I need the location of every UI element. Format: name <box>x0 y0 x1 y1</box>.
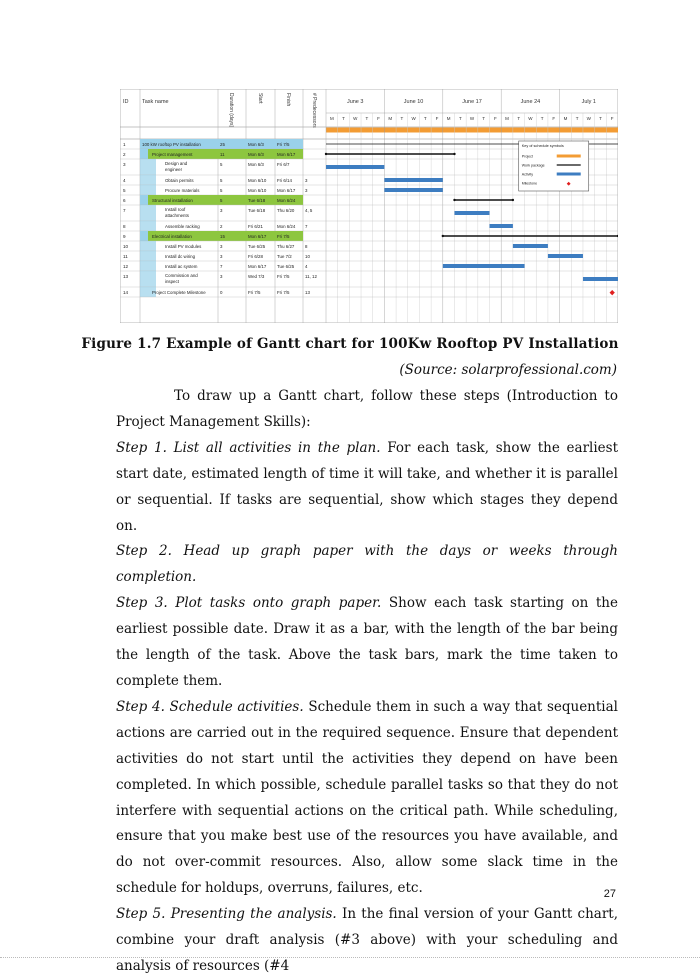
gantt-project-summary-bar <box>326 128 618 133</box>
gantt-row-indent-band <box>140 241 156 251</box>
gantt-week-label: July 1 <box>581 99 596 105</box>
gantt-header-rotated: Start <box>257 93 263 104</box>
gantt-row-finish: Fri 7/5 <box>277 290 290 295</box>
gantt-row-id: 7 <box>123 208 126 213</box>
gantt-row-indent-band <box>140 185 156 195</box>
gantt-row-duration: 3 <box>220 244 223 249</box>
gantt-row-duration: 5 <box>220 198 223 203</box>
gantt-row-name: Install PV modules <box>165 244 202 249</box>
gantt-day-label: M <box>446 116 451 121</box>
gantt-row-finish: Tue 7/2 <box>277 254 292 259</box>
gantt-row-indent-band <box>140 195 148 205</box>
gantt-row-indent-band <box>140 175 156 185</box>
gantt-row-finish: Mon 6/17 <box>277 152 296 157</box>
gantt-row-start: Fri 6/28 <box>248 254 263 259</box>
gantt-row-predecessors: 10 <box>305 254 310 259</box>
gantt-row-start: Fri 6/21 <box>248 224 263 229</box>
gantt-day-label: T <box>599 116 602 121</box>
intro-paragraph: To draw up a Gantt chart, follow these steps (Introduction to Project Management Skills): <box>116 388 618 430</box>
gantt-day-label: W <box>469 116 475 121</box>
gantt-package-bar-start <box>325 153 327 155</box>
gantt-row-name: Project Complete Milestone <box>152 290 206 295</box>
gantt-legend-project-swatch <box>557 155 581 158</box>
gantt-row-name: Commission and <box>165 273 198 278</box>
gantt-activity-bar <box>384 188 442 192</box>
gantt-row-start: Fri 7/5 <box>248 290 261 295</box>
gantt-header-label: ID <box>123 99 129 105</box>
gantt-row-id: 3 <box>123 162 126 167</box>
gantt-day-label: T <box>400 116 404 121</box>
step-2 <box>116 539 618 591</box>
gantt-day-label: F <box>552 116 556 121</box>
gantt-legend-title: Key of schedule symbols <box>521 144 564 148</box>
gantt-row-id: 9 <box>123 234 126 239</box>
gantt-row-name: Install dc wiring <box>165 254 196 259</box>
gantt-day-label: F <box>610 116 614 121</box>
gantt-row-name: Install roof <box>165 207 186 212</box>
gantt-row-indent-band <box>140 205 156 221</box>
gantt-row-id: 5 <box>123 188 126 193</box>
gantt-day-label: M <box>329 116 334 121</box>
gantt-row-start: Mon 6/3 <box>248 142 264 147</box>
gantt-row-indent-band <box>140 149 148 159</box>
gantt-row-predecessors: 13 <box>305 290 310 295</box>
gantt-row-name: Procure materials <box>165 188 200 193</box>
gantt-week-label: June 10 <box>403 99 424 105</box>
gantt-activity-bar <box>384 178 442 182</box>
step-4-label: Step 4. Schedule activities. <box>116 698 304 715</box>
gantt-legend-label: Milestone <box>521 181 538 186</box>
step-3-label: Step 3. Plot tasks onto graph paper. <box>116 595 382 612</box>
gantt-legend-label: Activity <box>521 172 534 177</box>
gantt-header-rotated: Finish <box>285 93 291 107</box>
gantt-row-predecessors: 3 <box>305 178 308 183</box>
gantt-row-finish: Fri 7/5 <box>277 274 290 279</box>
page-bottom-divider <box>0 957 700 958</box>
gantt-row-finish: Fri 6/14 <box>277 178 292 183</box>
gantt-row-finish: Tue 6/25 <box>277 264 295 269</box>
gantt-row-id: 2 <box>123 152 126 157</box>
gantt-row-duration: 3 <box>220 254 223 259</box>
gantt-day-label: T <box>423 116 427 121</box>
gantt-row-name-cont: engineer <box>165 167 183 172</box>
gantt-day-label: T <box>342 116 345 121</box>
gantt-legend-milestone-swatch: ◆ <box>566 181 571 187</box>
gantt-row-id: 13 <box>123 274 129 279</box>
gantt-frame <box>120 89 618 323</box>
gantt-row-start: Mon 6/3 <box>248 162 264 167</box>
gantt-row-name: Structural installation <box>152 198 193 203</box>
gantt-row-duration: 11 <box>220 152 225 157</box>
gantt-row-id: 8 <box>123 224 126 229</box>
gantt-row-predecessors: 7 <box>305 224 308 229</box>
gantt-package-bar-start <box>442 235 444 237</box>
gantt-row-indent-band <box>140 271 156 287</box>
gantt-package-bar-start <box>453 199 455 201</box>
gantt-package-bar-end <box>453 153 455 155</box>
gantt-row-id: 1 <box>123 142 126 147</box>
gantt-row-finish: Mon 6/24 <box>277 224 296 229</box>
gantt-activity-bar <box>513 244 548 248</box>
gantt-day-label: T <box>540 116 544 121</box>
step-2-label: Step 2. Head up graph paper with the days or weeks through completion. <box>116 543 618 586</box>
gantt-row-duration: 5 <box>220 178 223 183</box>
gantt-row-start: Wed 7/3 <box>248 274 265 279</box>
gantt-header-label: Task name <box>142 99 169 105</box>
gantt-legend-label: Work package <box>521 163 545 168</box>
gantt-activity-bar <box>548 254 583 258</box>
gantt-legend-label: Project <box>521 154 533 159</box>
gantt-day-label: W <box>411 116 416 121</box>
step-4-text: Schedule them in such a way that sequential actions are carried out in the required sequence. Ensure that dependent activities do not start until the activities they depend on have been completed. In which possible, schedule parallel tasks so that they do not interfere with sequential actions on the critical path. While scheduling, ensure that you make best use of the resources you have available, and do not over-commit resources. Also, allow some slack time in the schedule for holdups, overruns, failures, etc. <box>116 698 618 897</box>
gantt-day-label: W <box>528 116 533 121</box>
gantt-row-finish: Fri 6/7 <box>277 162 290 167</box>
step-5 <box>116 902 618 980</box>
gantt-day-label: F <box>435 116 439 121</box>
gantt-package-bar-end <box>512 199 514 201</box>
gantt-row-name: Design and <box>165 161 188 166</box>
gantt-row-start: Mon 6/17 <box>248 264 267 269</box>
gantt-day-label: W <box>353 116 358 121</box>
gantt-row-id: 6 <box>123 198 126 203</box>
gantt-row-name-cont: attachments <box>165 213 189 218</box>
gantt-row-finish: Fri 7/5 <box>277 234 290 239</box>
gantt-header-rotated: Duration (days) <box>228 93 234 128</box>
gantt-row-predecessors: 8 <box>305 244 308 249</box>
figure-source: (Source: solarprofessional.com) <box>399 362 617 378</box>
gantt-row-duration: 25 <box>220 142 225 147</box>
gantt-row-predecessors: 4 <box>305 264 308 269</box>
step-3-text: Show each task starting on the earliest possible date. Draw it as a bar, with the length of the bar being the length of the task. Above the task bars, mark the time taken to complete them. <box>116 595 618 689</box>
step-1 <box>116 436 618 540</box>
gantt-row-predecessors: 4, 5 <box>305 208 313 213</box>
gantt-row-duration: 3 <box>220 208 223 213</box>
gantt-row-start: Tue 6/18 <box>248 198 266 203</box>
gantt-row-name: Assemble racking <box>165 224 200 229</box>
gantt-row-predecessors: 11, 12 <box>305 274 317 279</box>
gantt-row-name: Electrical installation <box>152 234 192 239</box>
figure-caption: Figure 1.7 Example of Gantt chart for 100Kw Rooftop PV Installation <box>81 336 619 352</box>
gantt-activity-bar <box>454 211 489 215</box>
gantt-row-id: 10 <box>123 244 129 249</box>
gantt-row-indent-band <box>140 221 156 231</box>
gantt-row-start: Mon 6/10 <box>248 188 267 193</box>
gantt-row-finish: Thu 6/27 <box>277 244 295 249</box>
gantt-day-label: M <box>388 116 393 121</box>
gantt-row-duration: 3 <box>220 274 223 279</box>
gantt-row-duration: 5 <box>220 162 223 167</box>
gantt-row-finish: Thu 6/20 <box>277 208 295 213</box>
step-5-text: In the final version of your Gantt chart, combine your draft analysis (#3 above) with your scheduling and analysis of resources (#4 <box>116 906 618 974</box>
gantt-row-start: Tue 6/25 <box>248 244 266 249</box>
gantt-row-name: Install ac system <box>165 264 198 269</box>
gantt-row-start: Mon 6/17 <box>248 234 267 239</box>
gantt-header-rotated: # Predecessors <box>311 93 317 128</box>
gantt-legend-activity-swatch <box>557 173 581 176</box>
gantt-milestone-marker: ◆ <box>609 289 615 297</box>
gantt-row-indent-band <box>140 231 148 241</box>
gantt-row-indent-band <box>140 261 156 271</box>
body-text <box>116 384 618 980</box>
gantt-day-label: F <box>377 116 380 121</box>
gantt-day-label: T <box>482 116 486 121</box>
gantt-row-id: 4 <box>123 178 126 183</box>
gantt-row-name: Obtain permits <box>165 178 194 183</box>
gantt-row-name: Project management <box>152 152 193 157</box>
gantt-row-finish: Mon 6/17 <box>277 188 296 193</box>
step-5-label: Step 5. Presenting the analysis. <box>116 906 337 923</box>
gantt-row-name-cont: inspect <box>165 279 179 284</box>
gantt-row-duration: 15 <box>220 234 225 239</box>
gantt-week-label: June 17 <box>462 99 482 105</box>
gantt-row-indent-band <box>140 159 156 175</box>
gantt-day-label: T <box>517 116 521 121</box>
gantt-row-start: Mon 6/3 <box>248 152 264 157</box>
gantt-day-label: M <box>563 116 568 121</box>
gantt-row-predecessors: 3 <box>305 188 308 193</box>
gantt-row-id: 12 <box>123 264 129 269</box>
gantt-activity-bar <box>490 224 513 228</box>
gantt-row-finish: Fri 7/5 <box>277 142 290 147</box>
gantt-row-name: 100 kW rooftop PV installation <box>142 142 201 147</box>
gantt-row-duration: 0 <box>220 290 223 295</box>
step-4 <box>116 695 618 902</box>
gantt-day-label: F <box>493 116 497 121</box>
gantt-row-duration: 7 <box>220 264 223 269</box>
gantt-activity-bar <box>443 264 525 268</box>
step-1-text: For each task, show the earliest start date, estimated length of time it will take, and whether it is parallel or sequential. If tasks are sequential, show which stages they depend on. <box>116 439 618 534</box>
gantt-week-label: June 3 <box>346 99 364 105</box>
gantt-row-duration: 5 <box>220 188 223 193</box>
gantt-row-indent-band <box>140 251 156 261</box>
gantt-chart-figure <box>120 89 618 323</box>
gantt-row-id: 11 <box>123 254 128 259</box>
gantt-week-label: June 24 <box>520 99 541 105</box>
gantt-day-label: M <box>505 116 509 121</box>
gantt-row-start: Tue 6/18 <box>248 208 266 213</box>
gantt-row-duration: 2 <box>220 224 223 229</box>
gantt-day-label: T <box>575 116 579 121</box>
step-3 <box>116 591 618 695</box>
gantt-day-label: T <box>458 116 462 121</box>
gantt-day-label: T <box>365 116 369 121</box>
gantt-row-start: Mon 6/10 <box>248 178 267 183</box>
step-1-label: Step 1. List all activities in the plan. <box>116 439 381 456</box>
gantt-activity-bar <box>326 165 384 169</box>
gantt-day-label: W <box>586 116 591 121</box>
gantt-activity-bar <box>583 277 618 281</box>
page-number: 27 <box>603 888 616 900</box>
gantt-row-finish: Mon 6/24 <box>277 198 296 203</box>
gantt-row-id: 14 <box>123 290 129 295</box>
